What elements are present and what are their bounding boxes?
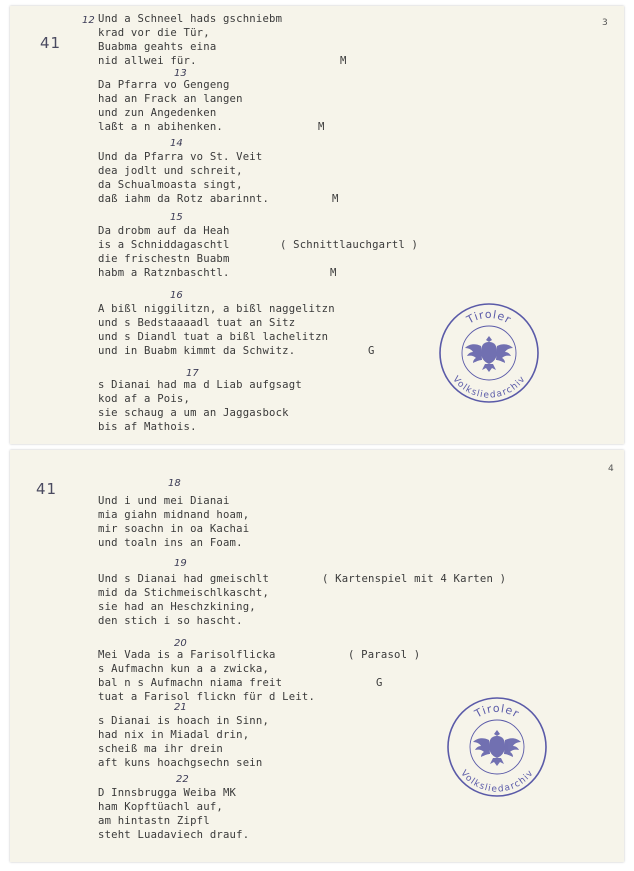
verse-line: und s Diandl tuat a bißl lachelitzn bbox=[98, 331, 329, 343]
verse-note: ( Parasol ) bbox=[348, 649, 421, 661]
verse-line: mir soachn in oa Kachai bbox=[98, 523, 250, 535]
verse-line: had an Frack an langen bbox=[98, 93, 243, 105]
verse-number: 13 bbox=[174, 68, 187, 79]
verse-line: tuat a Farisol flickn für d Leit. bbox=[98, 691, 316, 703]
verse-line: am hintastn Zipfl bbox=[98, 815, 210, 827]
verse-line: Mei Vada is a Farisolflicka bbox=[98, 649, 276, 661]
verse-number: 12 bbox=[82, 15, 95, 26]
stamp-top-text: Tiroler bbox=[472, 701, 522, 721]
verse-note: ( Schnittlauchgartl ) bbox=[280, 239, 419, 251]
verse-line: Und i und mei Dianai bbox=[98, 495, 230, 507]
verse-line: und in Buabm kimmt da Schwitz. bbox=[98, 345, 296, 357]
verse-line: mid da Stichmeischlkascht, bbox=[98, 587, 270, 599]
verse-line: daß iahm da Rotz abarinnt. bbox=[98, 193, 270, 205]
verse-number: 14 bbox=[170, 138, 183, 149]
verse-mark: M bbox=[318, 121, 325, 133]
verse-line: Da Pfarra vo Gengeng bbox=[98, 79, 230, 91]
verse-line: s Dianai had ma d Liab aufgsagt bbox=[98, 379, 302, 391]
verse-line: A bißl niggilitzn, a bißl naggelitzn bbox=[98, 303, 335, 315]
archive-stamp bbox=[446, 696, 548, 798]
archive-stamp bbox=[438, 302, 540, 404]
stamp-top-text: Tiroler bbox=[464, 307, 514, 327]
verse-number: 19 bbox=[174, 558, 187, 569]
verse-number: 16 bbox=[170, 290, 183, 301]
verse-line: steht Luadaviech drauf. bbox=[98, 829, 250, 841]
verse-line: die frischestn Buabm bbox=[98, 253, 230, 265]
verse-note: ( Kartenspiel mit 4 Karten ) bbox=[322, 573, 507, 585]
page-sheet-2 bbox=[10, 450, 624, 862]
verse-line: is a Schniddagaschtl bbox=[98, 239, 230, 251]
page-number: 4 bbox=[608, 464, 614, 474]
verse-line: had nix in Miadal drin, bbox=[98, 729, 250, 741]
verse-line: nid allwei für. bbox=[98, 55, 197, 67]
verse-line: Da drobm auf da Heah bbox=[98, 225, 230, 237]
verse-line: kod af a Pois, bbox=[98, 393, 191, 405]
verse-number: 17 bbox=[186, 368, 199, 379]
verse-number: 22 bbox=[176, 774, 189, 785]
verse-line: dea jodlt und schreit, bbox=[98, 165, 243, 177]
stamp-bottom-text: Volksliedarchiv bbox=[458, 768, 536, 795]
verse-line: und zun Angedenken bbox=[98, 107, 217, 119]
svg-text:Tiroler bbox=[472, 702, 522, 721]
verse-line: sie had an Heschzkining, bbox=[98, 601, 256, 613]
verse-mark: M bbox=[330, 267, 337, 279]
verse-line: bis af Mathois. bbox=[98, 421, 197, 433]
eagle-icon bbox=[465, 336, 513, 372]
verse-mark: M bbox=[332, 193, 339, 205]
verse-mark: G bbox=[368, 345, 375, 357]
verse-line: laßt a n abihenken. bbox=[98, 121, 223, 133]
verse-line: scheiß ma ihr drein bbox=[98, 743, 223, 755]
stamp-bottom-text: Volksliedarchiv bbox=[450, 374, 528, 401]
verse-line: s Dianai is hoach in Sinn, bbox=[98, 715, 270, 727]
verse-line: mia giahn midnand hoam, bbox=[98, 509, 250, 521]
folio-number: 41 bbox=[40, 34, 62, 52]
verse-line: ham Kopftüachl auf, bbox=[98, 801, 223, 813]
verse-line: bal n s Aufmachn niama freit bbox=[98, 677, 283, 689]
verse-line: da Schualmoasta singt, bbox=[98, 179, 243, 191]
verse-line: krad vor die Tür, bbox=[98, 27, 210, 39]
verse-line: sie schaug a um an Jaggasbock bbox=[98, 407, 289, 419]
verse-line: und toaln ins an Foam. bbox=[98, 537, 243, 549]
verse-number: 21 bbox=[174, 702, 187, 713]
verse-line: habm a Ratznbaschtl. bbox=[98, 267, 230, 279]
verse-mark: M bbox=[340, 55, 347, 67]
verse-line: Und s Dianai had gmeischlt bbox=[98, 573, 270, 585]
verse-mark: G bbox=[376, 677, 383, 689]
verse-line: den stich i so hascht. bbox=[98, 615, 243, 627]
verse-number: 18 bbox=[168, 478, 181, 489]
verse-line: Und a Schneel hads gschniebm bbox=[98, 13, 283, 25]
verse-line: D Innsbrugga Weiba MK bbox=[98, 787, 237, 799]
svg-text:Tiroler bbox=[464, 308, 514, 327]
eagle-icon bbox=[473, 730, 521, 766]
verse-line: aft kuns hoachgsechn sein bbox=[98, 757, 263, 769]
page-sheet-1 bbox=[10, 6, 624, 444]
verse-line: s Aufmachn kun a a zwicka, bbox=[98, 663, 270, 675]
verse-number: 20 bbox=[174, 638, 187, 649]
verse-number: 15 bbox=[170, 212, 183, 223]
verse-line: Und da Pfarra vo St. Veit bbox=[98, 151, 263, 163]
verse-line: Buabma geahts eina bbox=[98, 41, 217, 53]
svg-text:Volksliedarchiv bbox=[450, 374, 527, 400]
svg-text:Volksliedarchiv bbox=[458, 768, 535, 794]
verse-line: und s Bedstaaaadl tuat an Sitz bbox=[98, 317, 296, 329]
page-number: 3 bbox=[602, 18, 608, 28]
folio-number: 41 bbox=[36, 480, 58, 498]
